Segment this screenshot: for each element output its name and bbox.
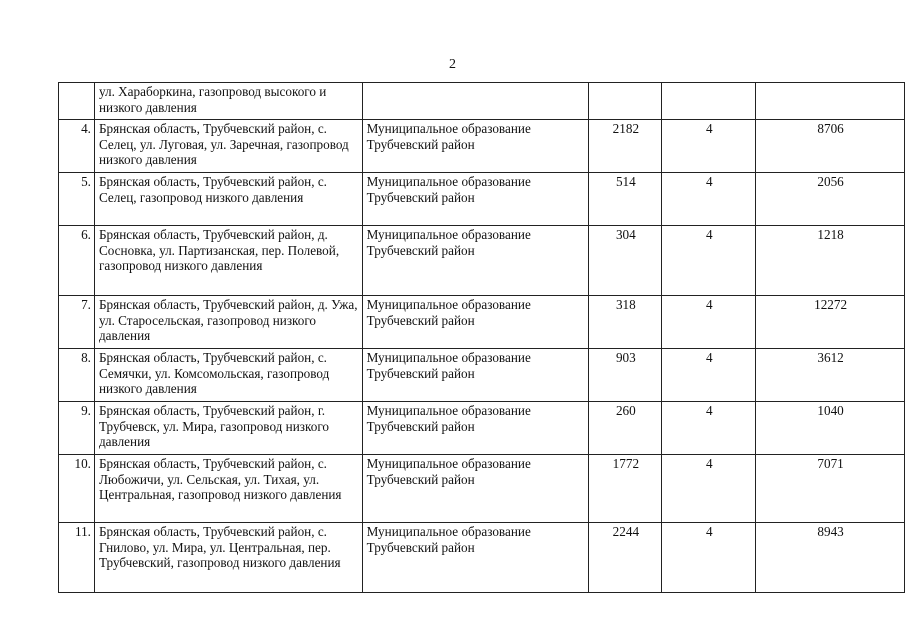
owner-cell: Муниципальное образование Трубчевский район bbox=[362, 402, 589, 455]
owner-cell: Муниципальное образование Трубчевский район bbox=[362, 173, 589, 226]
address-cell: Брянская область, Трубчевский район, с. Гнилово, ул. Мира, ул. Центральная, пер. Трубчевский, газопровод низкого давления bbox=[94, 523, 362, 593]
owner-cell: Муниципальное образование Трубчевский район bbox=[362, 226, 589, 296]
length-cell: 260 bbox=[589, 402, 662, 455]
owner-cell: Муниципальное образование Трубчевский район bbox=[362, 455, 589, 523]
diameter-cell bbox=[662, 83, 756, 120]
row-number: 7. bbox=[59, 296, 95, 349]
length-cell: 304 bbox=[589, 226, 662, 296]
table-row bbox=[59, 523, 905, 593]
owner-cell: Муниципальное образование Трубчевский район bbox=[362, 349, 589, 402]
diameter-cell: 4 bbox=[662, 296, 756, 349]
owner-cell: Муниципальное образование Трубчевский район bbox=[362, 296, 589, 349]
row-number: 9. bbox=[59, 402, 95, 455]
length-cell: 2244 bbox=[589, 523, 662, 593]
value-cell: 1040 bbox=[756, 402, 905, 455]
diameter-cell: 4 bbox=[662, 402, 756, 455]
owner-cell: Муниципальное образование Трубчевский район bbox=[362, 120, 589, 173]
length-cell: 1772 bbox=[589, 455, 662, 523]
diameter-cell: 4 bbox=[662, 226, 756, 296]
value-cell: 12272 bbox=[756, 296, 905, 349]
table-row bbox=[59, 455, 905, 523]
diameter-cell: 4 bbox=[662, 523, 756, 593]
address-cell: Брянская область, Трубчевский район, с. Семячки, ул. Комсомольская, газопровод низкого давления bbox=[94, 349, 362, 402]
length-cell: 514 bbox=[589, 173, 662, 226]
address-cell: Брянская область, Трубчевский район, с. Любожичи, ул. Сельская, ул. Тихая, ул. Центральная, газопровод низкого давления bbox=[94, 455, 362, 523]
address-cell: Брянская область, Трубчевский район, с. Селец, газопровод низкого давления bbox=[94, 173, 362, 226]
value-cell: 3612 bbox=[756, 349, 905, 402]
table-row bbox=[59, 349, 905, 402]
row-number bbox=[59, 83, 95, 120]
table-row bbox=[59, 296, 905, 349]
row-number: 5. bbox=[59, 173, 95, 226]
diameter-cell: 4 bbox=[662, 120, 756, 173]
address-cell: ул. Хараборкина, газопровод высокого и низкого давления bbox=[94, 83, 362, 120]
row-number: 4. bbox=[59, 120, 95, 173]
length-cell bbox=[589, 83, 662, 120]
diameter-cell: 4 bbox=[662, 173, 756, 226]
address-cell: Брянская область, Трубчевский район, г. Трубчевск, ул. Мира, газопровод низкого давления bbox=[94, 402, 362, 455]
value-cell: 8943 bbox=[756, 523, 905, 593]
owner-cell: Муниципальное образование Трубчевский район bbox=[362, 523, 589, 593]
table-row bbox=[59, 83, 905, 120]
address-cell: Брянская область, Трубчевский район, с. Селец, ул. Луговая, ул. Заречная, газопровод низкого давления bbox=[94, 120, 362, 173]
length-cell: 318 bbox=[589, 296, 662, 349]
value-cell: 7071 bbox=[756, 455, 905, 523]
value-cell: 2056 bbox=[756, 173, 905, 226]
diameter-cell: 4 bbox=[662, 455, 756, 523]
row-number: 10. bbox=[59, 455, 95, 523]
page-number: 2 bbox=[449, 57, 456, 72]
diameter-cell: 4 bbox=[662, 349, 756, 402]
table-row bbox=[59, 226, 905, 296]
address-cell: Брянская область, Трубчевский район, д. Ужа, ул. Старосельская, газопровод низкого давления bbox=[94, 296, 362, 349]
table-row bbox=[59, 120, 905, 173]
gas-pipeline-table bbox=[58, 82, 905, 593]
row-number: 8. bbox=[59, 349, 95, 402]
value-cell bbox=[756, 83, 905, 120]
address-cell: Брянская область, Трубчевский район, д. Сосновка, ул. Партизанская, пер. Полевой, газопровод низкого давления bbox=[94, 226, 362, 296]
owner-cell bbox=[362, 83, 589, 120]
length-cell: 2182 bbox=[589, 120, 662, 173]
table-row bbox=[59, 173, 905, 226]
value-cell: 8706 bbox=[756, 120, 905, 173]
table-row bbox=[59, 402, 905, 455]
length-cell: 903 bbox=[589, 349, 662, 402]
row-number: 11. bbox=[59, 523, 95, 593]
value-cell: 1218 bbox=[756, 226, 905, 296]
row-number: 6. bbox=[59, 226, 95, 296]
